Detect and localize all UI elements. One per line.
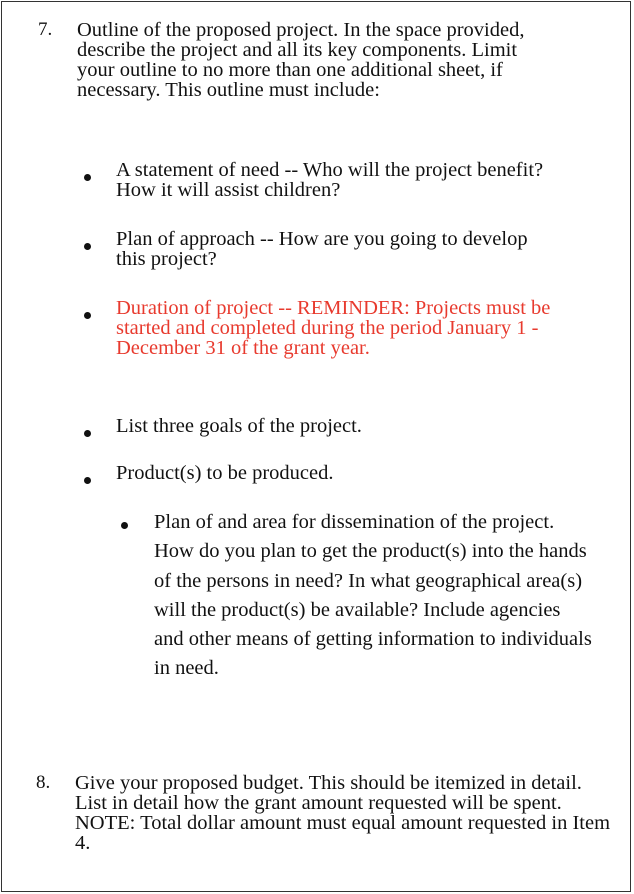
bullet-products: Product(s) to be produced. xyxy=(116,462,334,484)
bullet-icon xyxy=(84,243,91,250)
bullet-duration-reminder: Duration of project -- REMINDER: Projects must be started and completed during the period January 1 - December 31 of the grant year. xyxy=(116,297,551,359)
item-7-intro: Outline of the proposed project. In the space provided, describe the project and all its key components. Limit your outline to no more than one additional sheet, if necessary. This outline must include: xyxy=(77,19,525,101)
bullet-icon xyxy=(84,430,91,437)
bullet-icon xyxy=(84,174,91,181)
page-border xyxy=(1,1,631,892)
bullet-statement-of-need: A statement of need -- Who will the project benefit? How it will assist children? xyxy=(116,159,544,201)
item-8-text: Give your proposed budget. This should be itemized in detail. List in detail how the grant amount requested will be spent. NOTE: Total dollar amount must equal amount requested in Item 4. xyxy=(75,772,611,854)
bullet-three-goals: List three goals of the project. xyxy=(116,415,362,437)
item-7-number: 7. xyxy=(38,19,53,40)
bullet-icon xyxy=(84,312,91,319)
bullet-plan-of-approach: Plan of approach -- How are you going to develop this project? xyxy=(116,228,528,270)
sub-bullet-icon xyxy=(121,522,128,529)
bullet-icon xyxy=(84,477,91,484)
item-8-number: 8. xyxy=(36,772,51,793)
sub-bullet-dissemination: Plan of and area for dissemination of the project. How do you plan to get the product(s) into the hands of the persons in need? In what geographical area(s) will the product(s) be available? Include agencies and other means of getting information to individuals in need. xyxy=(154,511,592,680)
